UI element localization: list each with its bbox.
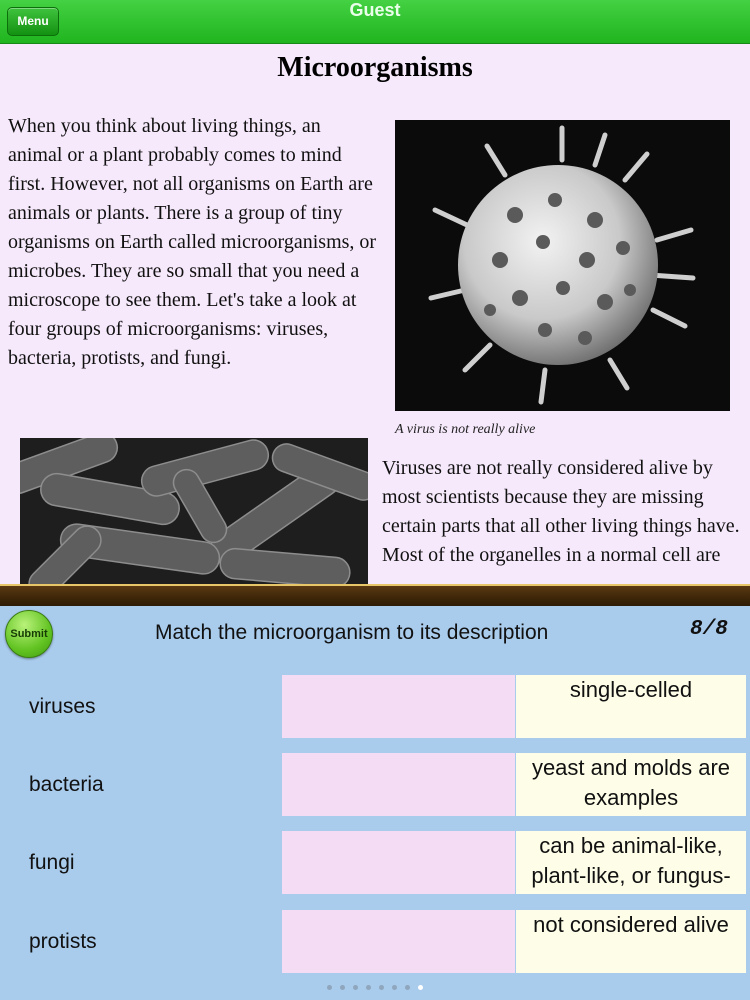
bacteria-image <box>20 438 368 584</box>
virus-image <box>395 120 730 411</box>
page-title: Microorganisms <box>277 52 473 83</box>
page-dot[interactable] <box>392 985 397 990</box>
description-tile[interactable]: can be animal-like, plant-like, or fungus- <box>516 831 746 894</box>
drop-zone[interactable] <box>282 675 515 738</box>
drop-zone[interactable] <box>282 831 515 894</box>
page-dot[interactable] <box>379 985 384 990</box>
reading-panel[interactable] <box>0 44 750 584</box>
page-dot[interactable] <box>353 985 358 990</box>
virus-paragraph: Viruses are not really considered alive by most scientists because they are missing certain parts that all other living things have. Most of the organelles in a normal cell are <box>382 457 740 566</box>
page-dot[interactable] <box>418 985 423 990</box>
term-viruses: viruses <box>29 695 96 718</box>
term-fungi: fungi <box>29 851 75 874</box>
page-dot[interactable] <box>366 985 371 990</box>
question-progress: 8/8 <box>690 618 728 641</box>
top-bar <box>0 0 750 44</box>
user-title: Guest <box>349 0 401 20</box>
term-bacteria: bacteria <box>29 773 104 796</box>
description-tile[interactable]: yeast and molds are examples <box>516 753 746 816</box>
term-protists: protists <box>29 930 97 953</box>
page-dot[interactable] <box>405 985 410 990</box>
quiz-panel <box>0 606 750 1000</box>
description-tile[interactable]: not considered alive <box>516 910 746 973</box>
panel-divider[interactable] <box>0 584 750 608</box>
question-prompt: Match the microorganism to its description <box>155 621 549 644</box>
description-tile[interactable]: single-celled <box>516 675 746 738</box>
menu-button[interactable]: Menu <box>7 7 59 36</box>
submit-button[interactable]: Submit <box>5 610 53 658</box>
virus-caption: A virus is not really alive <box>395 422 536 437</box>
drop-zone[interactable] <box>282 753 515 816</box>
page-dot[interactable] <box>327 985 332 990</box>
page-dot[interactable] <box>340 985 345 990</box>
page-indicator[interactable] <box>0 977 750 995</box>
drop-zone[interactable] <box>282 910 515 973</box>
intro-paragraph: When you think about living things, an animal or a plant probably comes to mind first. However, not all organisms on Earth are animals or plants. There is a group of tiny organisms on Earth called microorganisms, or microbes. They are so small that you need a microscope to see them. Let's take a look at four groups of microorganisms: viruses, bacteria, protists, and fungi. <box>8 115 377 369</box>
